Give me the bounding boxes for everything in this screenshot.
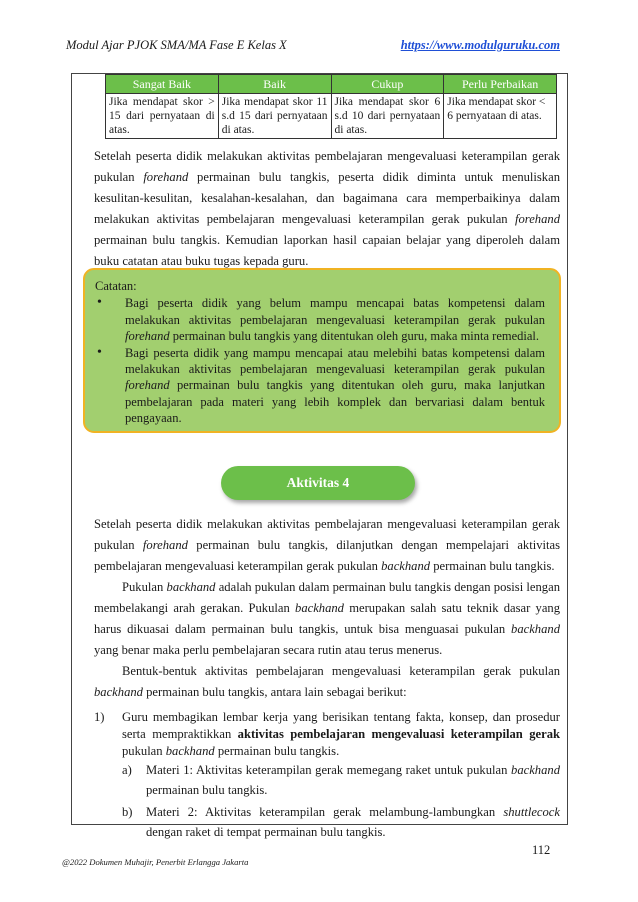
score-table xyxy=(105,74,557,139)
score-cell-cukup: Jika mendapat skor 6 s.d 10 dari pernyataan di atas. xyxy=(331,94,444,139)
footer-copyright: @2022 Dokumen Muhajir, Penerbit Erlangga Jakarta xyxy=(62,857,249,867)
text-run: permainan bulu tangkis, dilanjutkan dengan mempelajari aktivitas pembelajaran mengevaluasi keterampilan gerak pukulan xyxy=(94,538,560,573)
text-run: adalah pukulan dalam permainan bulu tangkis dengan posisi lengan membelakangi arah gerakan. Pukulan xyxy=(94,580,560,615)
text-run: merupakan salah satu teknik dasar yang harus dikuasai dalam permainan bulu tangkis, untuk bisa menguasai pukulan xyxy=(94,601,561,636)
text-run: Guru membagikan lembar kerja yang berisikan tentang fakta, konsep, dan prosedur serta mempraktikkan xyxy=(122,710,560,741)
italic-term: backhand xyxy=(165,744,215,758)
text-run: Bagi peserta didik yang mampu mencapai atau melebihi batas kompetensi dalam melakukan aktivitas pembelajaran mengevaluasi keterampilan gerak pukulan xyxy=(125,345,545,377)
list-number: 1) xyxy=(94,710,105,724)
page-header xyxy=(66,38,564,60)
italic-term: backhand xyxy=(381,559,431,573)
text-run: permainan bulu tangkis. xyxy=(214,744,340,758)
italic-term: backhand xyxy=(511,763,560,777)
score-cell-sangat-baik: Jika mendapat skor > 15 dari pernyataan di atas. xyxy=(106,94,219,139)
score-header-baik: Baik xyxy=(218,75,331,94)
text-run: dengan raket di tempat permainan bulu tangkis. xyxy=(146,825,386,839)
score-cell-perlu-perbaikan: Jika mendapat skor < 6 pernyataan di atas. xyxy=(444,94,557,139)
catatan-list xyxy=(95,295,545,426)
sub-list-item xyxy=(94,760,560,800)
text-run: Pukulan xyxy=(122,580,167,594)
backhand-definition-paragraph xyxy=(94,577,560,661)
italic-term: shuttlecock xyxy=(503,805,560,819)
header-link[interactable]: https://www.modulguruku.com xyxy=(400,38,560,52)
bold-term: aktivitas pembelajaran mengevaluasi keterampilan gerak xyxy=(237,727,561,741)
sub-list-item xyxy=(94,802,560,842)
score-header-perlu-perbaikan: Perlu Perbaikan xyxy=(444,75,557,94)
italic-term: backhand xyxy=(166,580,216,594)
catatan-note-box xyxy=(83,268,561,433)
text-run: Materi 1: Aktivitas keterampilan gerak memegang raket untuk pukulan xyxy=(146,763,512,777)
text-run: Materi 2: Aktivitas keterampilan gerak melambung-lambungkan xyxy=(146,805,504,819)
score-header-sangat-baik: Sangat Baik xyxy=(106,75,219,94)
sub-list-letter: b) xyxy=(122,805,133,819)
text-run: permainan bulu tangkis yang ditentukan oleh guru, maka lanjutkan pembelajaran pada materi yang lebih komplek dan bervariasi dalam bentuk pengayaan. xyxy=(125,378,545,426)
italic-term: backhand xyxy=(295,601,344,615)
score-table-row xyxy=(106,94,557,139)
header-title: Modul Ajar PJOK SMA/MA Fase E Kelas X xyxy=(66,38,287,52)
text-run: permainan bulu tangkis. xyxy=(430,559,555,573)
score-table-header-row xyxy=(106,75,557,94)
text-run: pukulan xyxy=(122,744,166,758)
text-run: yang benar maka perlu pembelajaran secara rutin atau terus menerus. xyxy=(94,643,443,657)
bentuk-aktivitas-paragraph xyxy=(94,661,560,703)
score-header-cukup: Cukup xyxy=(331,75,444,94)
text-run: permainan bulu tangkis. xyxy=(146,783,268,797)
text-run: Bagi peserta didik yang belum mampu mencapai batas kompetensi dalam melakukan aktivitas pembelajaran mengevaluasi keterampilan gerak pukulan xyxy=(125,296,545,327)
content-frame xyxy=(71,73,568,839)
catatan-item-remedial xyxy=(95,295,545,344)
text-run: permainan bulu tangkis, peserta didik diminta untuk menuliskan kesulitan-kesulitan, kesalahan-kesalahan, dan bagaimana cara memperbaikinya dalam melakukan aktivitas pembelajaran mengevaluasi keterampilan gerak pukulan xyxy=(94,170,560,226)
text-run: Bentuk-bentuk aktivitas pembelajaran mengevaluasi keterampilan gerak pukulan xyxy=(122,664,560,678)
score-cell-baik: Jika mendapat skor 11 s.d 15 dari pernyataan di atas. xyxy=(218,94,331,139)
aktivitas-4-badge: Aktivitas 4 xyxy=(221,466,415,500)
catatan-item-pengayaan xyxy=(95,345,545,427)
text-run: permainan bulu tangkis. Kemudian laporkan hasil capaian belajar yang diperoleh dalam buku catatan atau buku tugas kepada guru. xyxy=(94,233,560,268)
italic-term: forehand xyxy=(514,212,560,226)
reflection-paragraph xyxy=(94,146,560,272)
sub-list-letter: a) xyxy=(122,763,132,777)
italic-term: forehand xyxy=(142,538,188,552)
list-item xyxy=(94,709,560,760)
italic-term: backhand xyxy=(511,622,560,636)
text-run: permainan bulu tangkis yang ditentukan oleh guru, maka minta remedial. xyxy=(169,329,540,344)
page-number: 112 xyxy=(532,843,551,857)
catatan-title: Catatan: xyxy=(95,279,137,293)
aktivitas-intro-paragraph xyxy=(94,514,560,577)
activity-list xyxy=(94,709,560,842)
italic-term: backhand xyxy=(94,685,143,699)
italic-term: forehand xyxy=(143,170,189,184)
italic-term: forehand xyxy=(125,329,170,344)
italic-term: forehand xyxy=(125,378,170,393)
text-run: permainan bulu tangkis, antara lain sebagai berikut: xyxy=(142,685,407,699)
text-run: Setelah peserta didik melakukan aktivitas pembelajaran mengevaluasi keterampilan gerak pukulan xyxy=(94,517,560,552)
text-run: Setelah peserta didik melakukan aktivitas pembelajaran mengevaluasi keterampilan gerak pukulan xyxy=(94,149,560,184)
